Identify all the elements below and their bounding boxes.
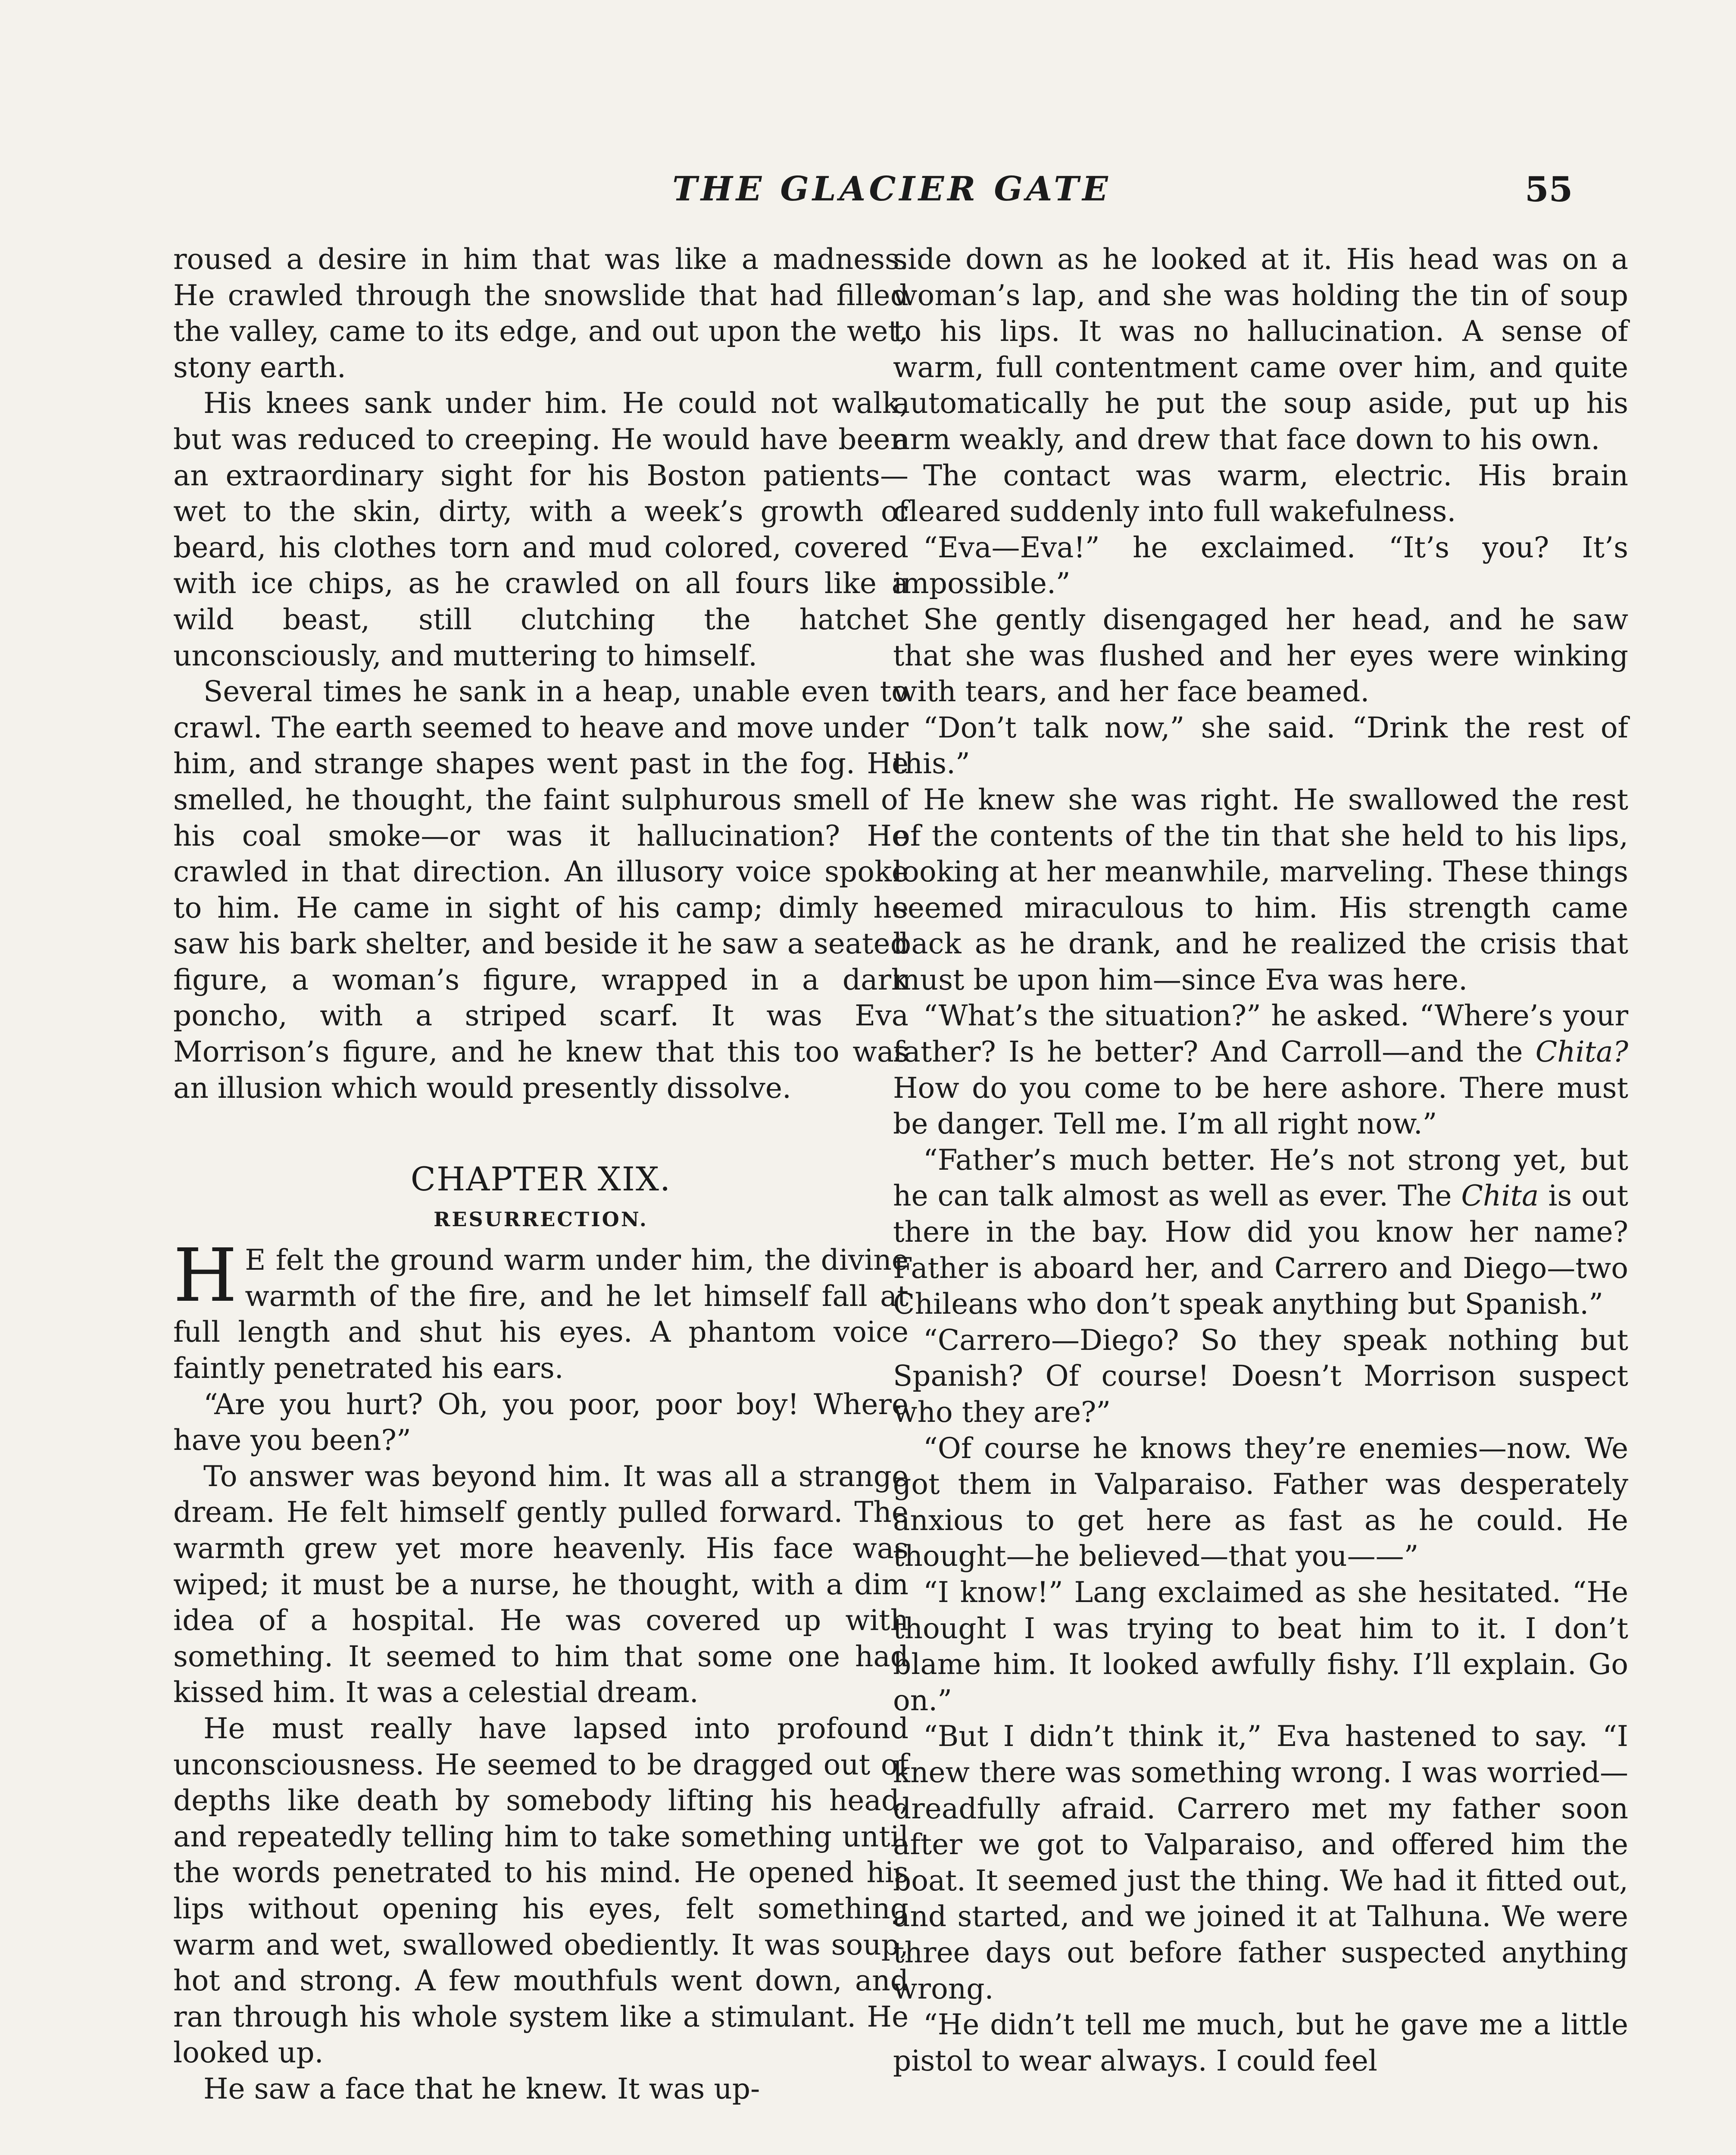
running-title: THE GLACIER GATE xyxy=(672,169,1112,209)
chapter-heading: CHAPTER XIX. xyxy=(410,1160,671,1199)
paragraph: To answer was beyond him. It was all a strange dream. He felt himself gently pulled forward. The warmth grew yet more heavenly. His face was wiped; it must be a nurse, he thought, with a dim idea of a hospital. He was covered up with something. It seemed to him that some one had kissed him. It was a celestial dream. xyxy=(173,1459,909,1709)
paragraph-text: “Father’s much better. He’s not strong yet, but he can talk almost as well as ever. The xyxy=(893,1143,1628,1213)
paragraph xyxy=(893,1142,1628,1322)
paragraph: “Of course he knows they’re enemies—now. We got them in Valparaiso. Father was desperately anxious to get here as fast as he could. He thought—he believed—that you——” xyxy=(893,1431,1628,1573)
paragraph: She gently disengaged her head, and he saw that she was flushed and her eyes were winking with tears, and her face beamed. xyxy=(893,603,1628,709)
paragraph: side down as he looked at it. His head was on a woman’s lap, and she was holding the tin of soup to his lips. It was no hallucination. A sense of warm, full contentment came over him, and quite automatically he put the soup aside, put up his arm weakly, and drew that face down to his own. xyxy=(893,243,1628,456)
ship-name: Chita xyxy=(1461,1179,1539,1213)
right-column xyxy=(893,241,1628,2079)
paragraph-text: “What’s the situation?” he asked. “Where’s your father? Is he better? And Carroll—and the xyxy=(893,999,1628,1069)
page-header xyxy=(0,166,1736,213)
paragraph: “Don’t talk now,” she said. “Drink the rest of this.” xyxy=(893,711,1628,781)
paragraph-text: E felt the ground warm under him, the divine warmth of the fire, and he let himself fall at full length and shut his eyes. A phantom voice faintly penetrated his ears. xyxy=(173,1243,909,1385)
paragraph-text: is out there in the bay. How did you know her name? Father is aboard her, and Carrero and Diego—two Chileans who don’t speak anything but Spanish.” xyxy=(893,1179,1628,1321)
ship-name: Chita? xyxy=(1535,1035,1628,1069)
paragraph: roused a desire in him that was like a madness. He crawled through the snowslide that had filled the valley, came to its edge, and out upon the wet, stony earth. xyxy=(173,243,909,384)
paragraph: “But I didn’t think it,” Eva hastened to say. “I knew there was something wrong. I was worried—dreadfully afraid. Carrero met my father soon after we got to Valparaiso, and offered him the boat. It seemed just the thing. We had it fitted out, and started, and we joined it at Talhuna. We were three days out before father suspected anything wrong. xyxy=(893,1720,1628,2005)
paragraph: “Are you hurt? Oh, you poor, poor boy! Where have you been?” xyxy=(173,1387,909,1457)
paragraph xyxy=(893,998,1628,1142)
chapter-subtitle: RESURRECTION. xyxy=(434,1208,648,1231)
paragraph: “Carrero—Diego? So they speak nothing but Spanish? Of course! Doesn’t Morrison suspect who they are?” xyxy=(893,1323,1628,1429)
paragraph: “Eva—Eva!” he exclaimed. “It’s you? It’s impossible.” xyxy=(893,531,1628,600)
paragraph: He saw a face that he knew. It was up- xyxy=(203,2072,760,2105)
paragraph: “He didn’t tell me much, but he gave me a little pistol to wear always. I could feel xyxy=(893,2008,1628,2077)
paragraph: Several times he sank in a heap, unable even to crawl. The earth seemed to heave and move under him, and strange shapes went past in the fog. He smelled, he thought, the faint sulphurous smell of his coal smoke—or was it hallucination? He crawled in that direction. An illusory voice spoke to him. He came in sight of his camp; dimly he saw his bark shelter, and beside it he saw a seated figure, a woman’s figure, wrapped in a dark poncho, with a striped scarf. It was Eva Morrison’s figure, and he knew that this too was an illusion which would presently dissolve. xyxy=(173,675,909,1105)
paragraph: He knew she was right. He swallowed the rest of the contents of the tin that she held to his lips, looking at her meanwhile, marveling. These things seemed miraculous to him. His strength came back as he drank, and he realized the crisis that must be upon him—since Eva was here. xyxy=(893,783,1628,996)
paragraph: The contact was warm, electric. His brain cleared suddenly into full wakefulness. xyxy=(893,459,1628,528)
paragraph: He must really have lapsed into profound unconsciousness. He seemed to be dragged out of depths like death by somebody lifting his head, and repeatedly telling him to take something until the words penetrated to his mind. He opened his lips without opening his eyes, felt something warm and wet, swallowed obediently. It was soup, hot and strong. A few mouthfuls went down, and ran through his whole system like a stimulant. He looked up. xyxy=(173,1712,909,2070)
chapter-opening-paragraph xyxy=(173,1233,909,1386)
drop-cap: H xyxy=(173,1233,237,1319)
left-column xyxy=(173,241,909,2107)
page-number: 55 xyxy=(1525,169,1573,209)
paragraph-text: How do you come to be here ashore. There must be danger. Tell me. I’m all right now.” xyxy=(893,1071,1628,1141)
paragraph: His knees sank under him. He could not walk, but was reduced to creeping. He would have been an extraordinary sight for his Boston patients—wet to the skin, dirty, with a week’s growth of beard, his clothes torn and mud colored, covered with ice chips, as he crawled on all fours like a wild beast, still clutching the hatchet unconsciously, and muttering to himself. xyxy=(173,387,909,672)
paragraph: “I know!” Lang exclaimed as she hesitated. “He thought I was trying to beat him to it. I don’t blame him. It looked awfully fishy. I’ll explain. Go on.” xyxy=(893,1575,1628,1717)
